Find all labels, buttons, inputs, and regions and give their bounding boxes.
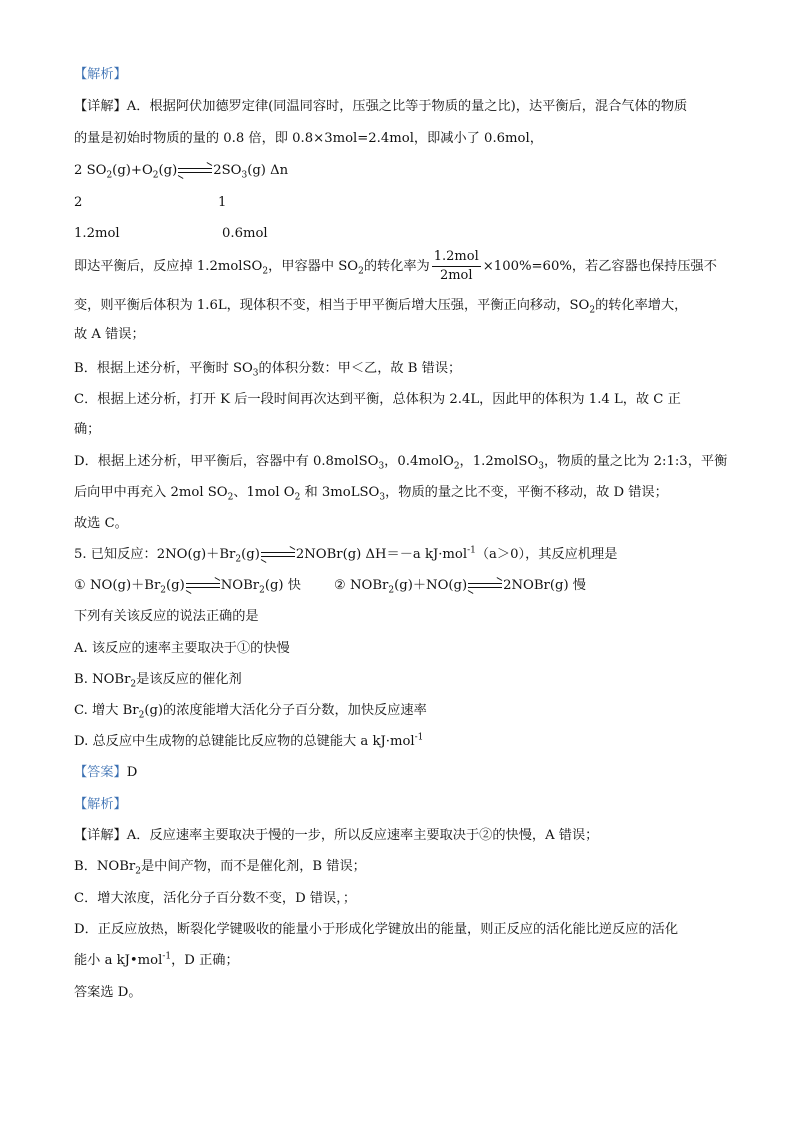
fraction: $\frac{\text{1.2mol}}{\text{2mol}}$ <box>433 249 479 283</box>
explain-d-2: 能小 a kJ•mol$^{-1}$，D 正确； <box>74 951 239 968</box>
analysis-heading: 【解析】 <box>74 67 127 82</box>
detail-line-2: 的量是初始时物质的量的 0.8 倍，即 0.8×3mol=2.4mol，即减小了 0.6mol， <box>74 131 543 146</box>
conclusion-2: 答案选 D。 <box>74 985 142 1000</box>
option-c-analysis: C．根据上述分析，打开 K 后一段时间再次达到平衡，总体积为 2.4L，因此甲的体积为 1.4 L，故 C 正 <box>74 392 681 407</box>
ratio-row-2b: 0.6mol <box>222 226 268 241</box>
equilibrium-arrow-icon <box>468 581 502 591</box>
conversion-line-2: 变，则平衡后体积为 1.6L，现体积不变，相当于甲平衡后增大压强，平衡正向移动，$SO_2$的转化率增大， <box>74 298 688 316</box>
ratio-row-1: 2 <box>74 195 83 210</box>
equilibrium-arrow-icon <box>178 166 212 176</box>
option-b: B. NOBr$_2$是该反应的催化剂 <box>74 672 242 690</box>
equation-1: 2 $SO_2(g)+O_2(g)$ $2SO_3(g)$ Δn <box>74 163 289 181</box>
answer-line: 【答案】D <box>74 765 138 780</box>
option-c: C. 增大 $Br_2(g)$的浓度能增大活化分子百分数，加快反应速率 <box>74 703 427 721</box>
ratio-row-1b: 1 <box>218 195 227 210</box>
option-b-analysis: B．根据上述分析，平衡时 $SO_3$的体积分数：甲＜乙，故 B 错误； <box>74 361 462 379</box>
option-d-analysis-2: 后向甲中再充入 2mol $SO_2$、1mol $O_2$ 和 3moLSO$_3$，物质的量之比不变，平衡不移动，故 D 错误； <box>74 485 668 503</box>
ratio-row-2: 1.2mol <box>74 226 120 241</box>
question-stem: 下列有关该反应的说法正确的是 <box>74 609 259 624</box>
conversion-line-3: 故 A 错误； <box>74 327 145 342</box>
option-c-analysis-2: 确； <box>74 422 101 437</box>
explain-b: B．NOBr$_2$是中间产物，而不是催化剂，B 错误； <box>74 859 366 877</box>
option-d-analysis: D．根据上述分析，甲平衡后，容器中有 0.8molSO$_3$，0.4molO$_2$，1.2molSO$_3$，物质的量之比为 2:1:3，平衡 <box>74 454 728 472</box>
explain-a: 【详解】A．反应速率主要取决于慢的一步，所以反应速率主要取决于②的快慢，A 错误； <box>74 828 599 843</box>
option-a: A. 该反应的速率主要取决于①的快慢 <box>74 641 290 656</box>
explain-c: C．增大浓度，活化分子百分数不变，D 错误，； <box>74 891 357 906</box>
equilibrium-arrow-icon <box>186 581 220 591</box>
option-d: D. 总反应中生成物的总键能比反应物的总键能大 a kJ·mol$^{-1}$ <box>74 732 424 749</box>
question-5: 5. 已知反应：$2NO(g)+Br_2(g)$ 2NOBr(g) ΔH＝－a kJ·mol$^{-1}$（a＞0），其反应机理是 <box>74 545 618 565</box>
equilibrium-arrow-icon <box>261 550 295 560</box>
conclusion-1: 故选 C。 <box>74 516 128 531</box>
explain-d: D．正反应放热，断裂化学键吸收的能量小于形成化学键放出的能量，则正反应的活化能比逆反应的活化 <box>74 922 679 937</box>
mechanism-step-1: ① $NO(g)+Br_2(g)$ NOBr$_2$(g) 快 <box>74 578 301 596</box>
detail-line-1: 【详解】A．根据阿伏加德罗定律(同温同容时，压强之比等于物质的量之比)，达平衡后，混合气体的物质 <box>74 99 688 114</box>
mechanism-step-2: ② NOBr$_2$(g)＋NO(g) 2NOBr(g) 慢 <box>334 578 586 596</box>
analysis-heading-2: 【解析】 <box>74 797 127 812</box>
conversion-line: 即达平衡后，反应掉 1.2molSO$_2$，甲容器中 $SO_2$的转化率为 $\frac{\text{1.2mol}}{\text{2mol}}$ ×100%=60%，若乙容器也保持压强不 <box>74 249 717 283</box>
